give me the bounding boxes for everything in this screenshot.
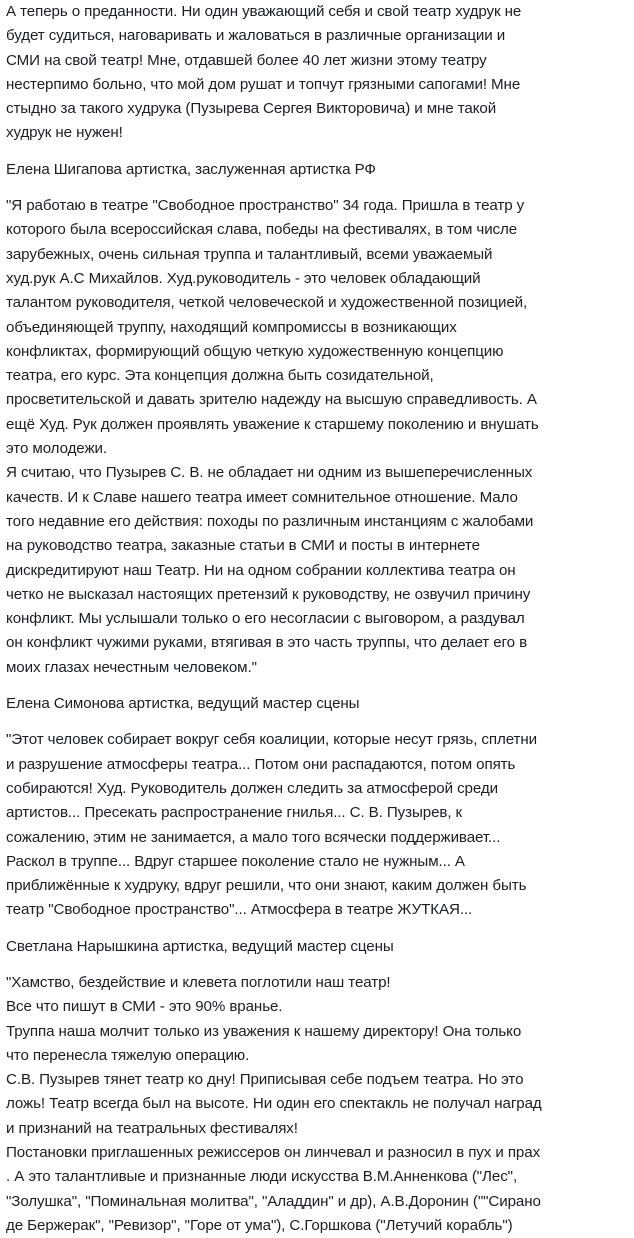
text-line: на руководство театра, заказные статьи в СМИ и посты в интернете bbox=[6, 537, 480, 555]
text-line: "Хамство, бездействие и клевета поглотили наш театр! bbox=[6, 973, 391, 991]
text-line: А теперь о преданности. Ни один уважающий себя и свой театр худрук не bbox=[6, 3, 522, 20]
text-line: Все что пишут в СМИ - это 90% вранье. bbox=[6, 998, 283, 1016]
author-line bbox=[6, 935, 630, 959]
text-line: . А это талантливые и признанные люди искусства В.М.Анненкова ("Лес", bbox=[6, 1168, 518, 1186]
text-line: что перенесла тяжелую операцию. bbox=[6, 1046, 250, 1064]
text-line: это молодежи. bbox=[6, 440, 107, 458]
text-line: дискредитируют наш Театр. Ни на одном собрании коллектива театра он bbox=[6, 561, 516, 579]
text-line: четко не высказал настоящих претензий к руководству, не озвучил причину bbox=[6, 585, 531, 603]
text-line: "Золушка", "Поминальная молитва", "Аладдин" и др), А.В.Доронин (""Сирано bbox=[6, 1192, 541, 1210]
paragraph-gap bbox=[6, 680, 630, 692]
paragraph-gap bbox=[6, 146, 630, 158]
post-body bbox=[6, 0, 630, 1238]
paragraph-gap bbox=[6, 182, 630, 194]
quote-paragraph bbox=[6, 0, 630, 146]
text-line: приближённые к худруку, вдруг решили, что они знают, каким должен быть bbox=[6, 877, 527, 895]
text-line: и признаний на театральных фестивалях! bbox=[6, 1119, 298, 1137]
text-line: конфликт. Мы услышали только о его несогласии с выговором, а раздувал bbox=[6, 610, 525, 628]
text-line: худ.рук А.С Михайлов. Худ.руководитель - это человек обладающий bbox=[6, 269, 481, 287]
text-line: Я считаю, что Пузырев С. В. не обладает ни одним из вышеперечисленных bbox=[6, 464, 533, 482]
text-line: ещё Худ. Рук должен проявлять уважение к старшему поколению и внушать bbox=[6, 415, 539, 433]
paragraph-gap bbox=[6, 716, 630, 728]
text-line: сожалению, этим не занимается, а мало того всячески поддерживает... bbox=[6, 828, 501, 846]
quote-paragraph bbox=[6, 971, 630, 1238]
quote-paragraph bbox=[6, 194, 630, 680]
text-line: Елена Симонова артистка, ведущий мастер сцены bbox=[6, 695, 360, 713]
text-line: худрук не нужен! bbox=[6, 124, 123, 142]
text-line: собираются! Худ. Руководитель должен следить за атмосферой среди bbox=[6, 779, 498, 797]
text-line: зарубежных, очень сильная труппа и талантливый, всеми уважаемый bbox=[6, 245, 493, 263]
text-line: Светлана Нарышкина артистка, ведущий мастер сцены bbox=[6, 937, 394, 955]
text-line: театр "Свободное пространство"... Атмосфера в театре ЖУТКАЯ... bbox=[6, 901, 473, 919]
author-line bbox=[6, 158, 630, 182]
text-line: Раскол в труппе... Вдруг старшее поколение стало не нужным... А bbox=[6, 852, 465, 870]
author-line bbox=[6, 692, 630, 716]
text-line: конфликтах, формирующий общую четкую художественную концепцию bbox=[6, 342, 504, 360]
text-line: Елена Шигапова артистка, заслуженная артистка РФ bbox=[6, 160, 376, 178]
text-line: Постановки приглашенных режиссеров он линчевал и разносил в пух и прах bbox=[6, 1144, 541, 1162]
text-line: будет судиться, наговаривать и жаловаться в различные организации и bbox=[6, 27, 506, 45]
text-line: СМИ на свой театр! Мне, отдавшей более 40 лет жизни этому театру bbox=[6, 51, 487, 69]
text-line: качеств. И к Славе нашего театра имеет сомнительное отношение. Мало bbox=[6, 488, 518, 506]
text-line: и разрушение атмосферы театра... Потом они распадаются, потом опять bbox=[6, 755, 516, 773]
text-line: ложь! Театр всегда был на высоте. Ни один его спектакль не получал наград bbox=[6, 1095, 542, 1113]
text-line: стыдно за такого худрука (Пузырева Сергея Викторовича) и мне такой bbox=[6, 100, 497, 118]
text-line: того недавние его действия: походы по различным инстанциям с жалобами bbox=[6, 512, 534, 530]
text-line: де Бержерак", "Ревизор", "Горе от ума"), С.Горшкова ("Летучий корабль") bbox=[6, 1216, 513, 1234]
text-line: артистов... Пресекать распространение гнилья... С. В. Пузырев, к bbox=[6, 804, 463, 822]
text-line: нестерпимо больно, что мой дом рушат и топчут грязными сапогами! Мне bbox=[6, 75, 521, 93]
text-line: "Этот человек собирает вокруг себя коалиции, которые несут грязь, сплетни bbox=[6, 731, 538, 749]
quote-paragraph bbox=[6, 728, 630, 922]
text-line: просветительской и давать зрителю надежду на высшую справедливость. А bbox=[6, 391, 537, 409]
text-line: которого была всероссийская слава, победы на фестивалях, в том числе bbox=[6, 221, 518, 239]
text-line: объединяющей труппу, находящий компромиссы в возникающих bbox=[6, 318, 457, 336]
paragraph-gap bbox=[6, 923, 630, 935]
text-line: театра, его курс. Эта концепция должна быть созидательной, bbox=[6, 367, 434, 385]
text-line: С.В. Пузырев тянет театр ко дну! Приписывая себе подъем театра. Но это bbox=[6, 1071, 524, 1089]
text-line: талантом руководителя, четкой человеческой и художественной позицией, bbox=[6, 294, 528, 312]
text-line: Труппа наша молчит только из уважения к нашему директору! Она только bbox=[6, 1022, 522, 1040]
text-line: моих глазах нечестным человеком." bbox=[6, 658, 257, 676]
paragraph-gap bbox=[6, 959, 630, 971]
text-line: он конфликт чужими руками, втягивая в это часть труппы, что делает его в bbox=[6, 634, 528, 652]
text-line: "Я работаю в театре "Свободное пространство" 34 года. Пришла в театр у bbox=[6, 197, 525, 215]
